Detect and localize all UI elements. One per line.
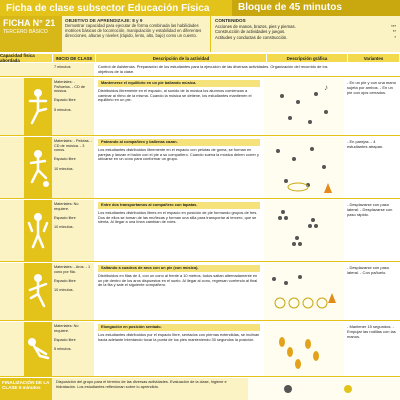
materiales-cell: Materiales: - Aros. - 1 cono por fila. Espacio libre 10 minutos. bbox=[52, 263, 94, 320]
top-bar bbox=[0, 0, 400, 16]
activity-graphic bbox=[264, 78, 344, 135]
col-grafica: Descripción gráfica bbox=[267, 54, 347, 62]
variantes-cell: - Desplazarse con paso lateral. - Con pañuelo. bbox=[347, 265, 390, 275]
svg-text:♪: ♪ bbox=[324, 83, 328, 92]
ficha-number: FICHA N° 21 bbox=[3, 18, 56, 28]
contenido-item: Actitudes y conductas de construcción. * bbox=[215, 34, 396, 40]
col-descripcion: Descripción de la actividad bbox=[96, 54, 266, 62]
finalizacion-text: Disposición del grupo para el término de las diversas actividades. Evaluación de la clase, higiene e hidratación. Los estudiantes reflexionan sobre lo aprendido. bbox=[52, 378, 248, 400]
capacidad-cell bbox=[0, 137, 24, 198]
intro-text: Control de Asistencia. Preparación de los estudiantes para la ejecución de las diversas actividades. Organización del recorrido de los objetivos de la clase. bbox=[98, 64, 328, 74]
header bbox=[0, 16, 400, 52]
finalizacion-label: FINALIZACIÓN DE LA CLASE 5 minutos bbox=[0, 378, 52, 400]
materiales-cell: Materiales: - Pelotas. - CD de música. - 3 conos. Espacio libre 10 minutos. bbox=[52, 137, 94, 198]
column-headers bbox=[0, 54, 400, 62]
finalizacion-row bbox=[0, 378, 400, 400]
activity-graphic bbox=[264, 322, 344, 376]
variantes-cell: - Mantener 15 segundos. - Empujar las rodillas con las manos. bbox=[347, 324, 396, 339]
variantes-cell: - En un pie y con una mano sujeta por ambos. - En un pie con ojos cerrados. bbox=[347, 80, 396, 95]
balance-icon bbox=[24, 78, 52, 135]
activity-description: Pateando al compañero y ballenas cazan. Los estudiantes distribuidos libremente en el espacio con pelotas de goma, se forman en parejas y lanzan el balón con el pie a su compañero. Cuando suena la música deben correr y ubicarse en un cono para conformar un grupo. bbox=[98, 139, 259, 162]
kick-ball-icon bbox=[24, 137, 52, 198]
activity-description: Elongación en posición sentado. Los estudiantes distribuidos por el espacio libre, sentados con piernas extendidas, se inclinan hacia adelante intentando tocar la punta de los pies manteniendo 30 segundos la posición. bbox=[98, 324, 260, 342]
activity-row bbox=[0, 322, 400, 377]
activity-description: Mantenerse el equilibrio en un pie bailando música. Distribuidos libremente en el espacio, al sonido de la música los alumnos comienzan a caminar al ritmo de la misma. Cuando la música se detiene, los estudiantes mantienen el equilibrio en un pie. bbox=[94, 78, 264, 135]
contenido-item: Construcción de actividades y juegos. ** bbox=[215, 29, 396, 35]
col-variantes: Variantes bbox=[348, 54, 399, 62]
finalizacion-graphic bbox=[248, 378, 400, 400]
objetivos-heading: OBJETIVO DE APRENDIZAJE: 8 y 9 bbox=[65, 18, 143, 23]
intro-time: 7 minutos bbox=[52, 63, 94, 76]
activity-graphic bbox=[264, 137, 344, 198]
intro-row bbox=[0, 63, 400, 77]
stretch-icon bbox=[24, 322, 52, 376]
activity-row bbox=[0, 78, 400, 136]
activity-description: Entre dos transportamos al compañero con tapatas. Los estudiantes distribuidos libres en el espacio en posición de pie formando grupos de tres. Dos de ellos se toman de las muñecas y forman una silla para transportar al tercero, que se sienta. Al llegar a una línea cambian de roles. bbox=[94, 200, 264, 261]
capacidad-cell bbox=[0, 200, 24, 261]
col-capacidad: Capacidad física abordada bbox=[0, 54, 52, 62]
carry-partner-icon bbox=[24, 200, 52, 261]
contenidos-box bbox=[210, 16, 400, 52]
objetivos-box bbox=[62, 16, 210, 52]
objetivos-text: Demostrar capacidad para ejecutar de forma combinada las habilidades motrices básicas de locomoción, manipulación y estabilidad en diferentes direcciones, alturas y niveles (rápido, lento, alto, bajo) como un cuento. bbox=[65, 23, 202, 38]
col-inicio: INICIO DE CLASE bbox=[53, 54, 95, 62]
contenido-item: Acciones de manos, brazos, pies y piernas. *** bbox=[215, 23, 396, 29]
ficha-level: TERCERO BÁSICO bbox=[3, 29, 48, 35]
capacidad-cell bbox=[0, 322, 24, 376]
materiales-cell: Materiales: No requiere. Espacio libre 10 minutos. bbox=[52, 200, 94, 261]
duration-badge: Bloque de 45 minutos bbox=[232, 0, 400, 16]
activity-description: Saltando a cuadros de aros con un pie (con música). Distribuidos en filas de 4, con un cono al frente a 10 metros, todos saltan alternadamente en un pie dentro de los aros dispuestos en el suelo. Al llegar al cono, regresan corriendo al final de la fila y sale el siguiente compañero. bbox=[94, 263, 264, 320]
materiales-cell: Materiales: - Pañuelos. - CD de música. Espacio libre 5 minutos. bbox=[52, 78, 94, 135]
activity-row bbox=[0, 263, 400, 321]
activity-row bbox=[0, 137, 400, 199]
hop-icon bbox=[24, 263, 52, 320]
ficha-box bbox=[0, 16, 62, 52]
capacidad-cell bbox=[0, 263, 24, 320]
activity-graphic bbox=[264, 263, 344, 320]
contenidos-heading: CONTENIDOS bbox=[215, 18, 246, 23]
materiales-cell: Materiales: No requiere. Espacio libre 5 minutos. bbox=[52, 322, 94, 376]
page-title: Ficha de clase subsector Educación Física bbox=[6, 2, 210, 14]
capacidad-cell bbox=[0, 78, 24, 135]
variantes-cell: - Desplazarse con paso lateral. - Desplazarse con paso rápido. bbox=[347, 202, 393, 217]
variantes-cell: - En parejas. - 4 estudiantes atrapan. bbox=[347, 139, 384, 149]
activity-graphic bbox=[264, 200, 344, 261]
activity-row bbox=[0, 200, 400, 262]
